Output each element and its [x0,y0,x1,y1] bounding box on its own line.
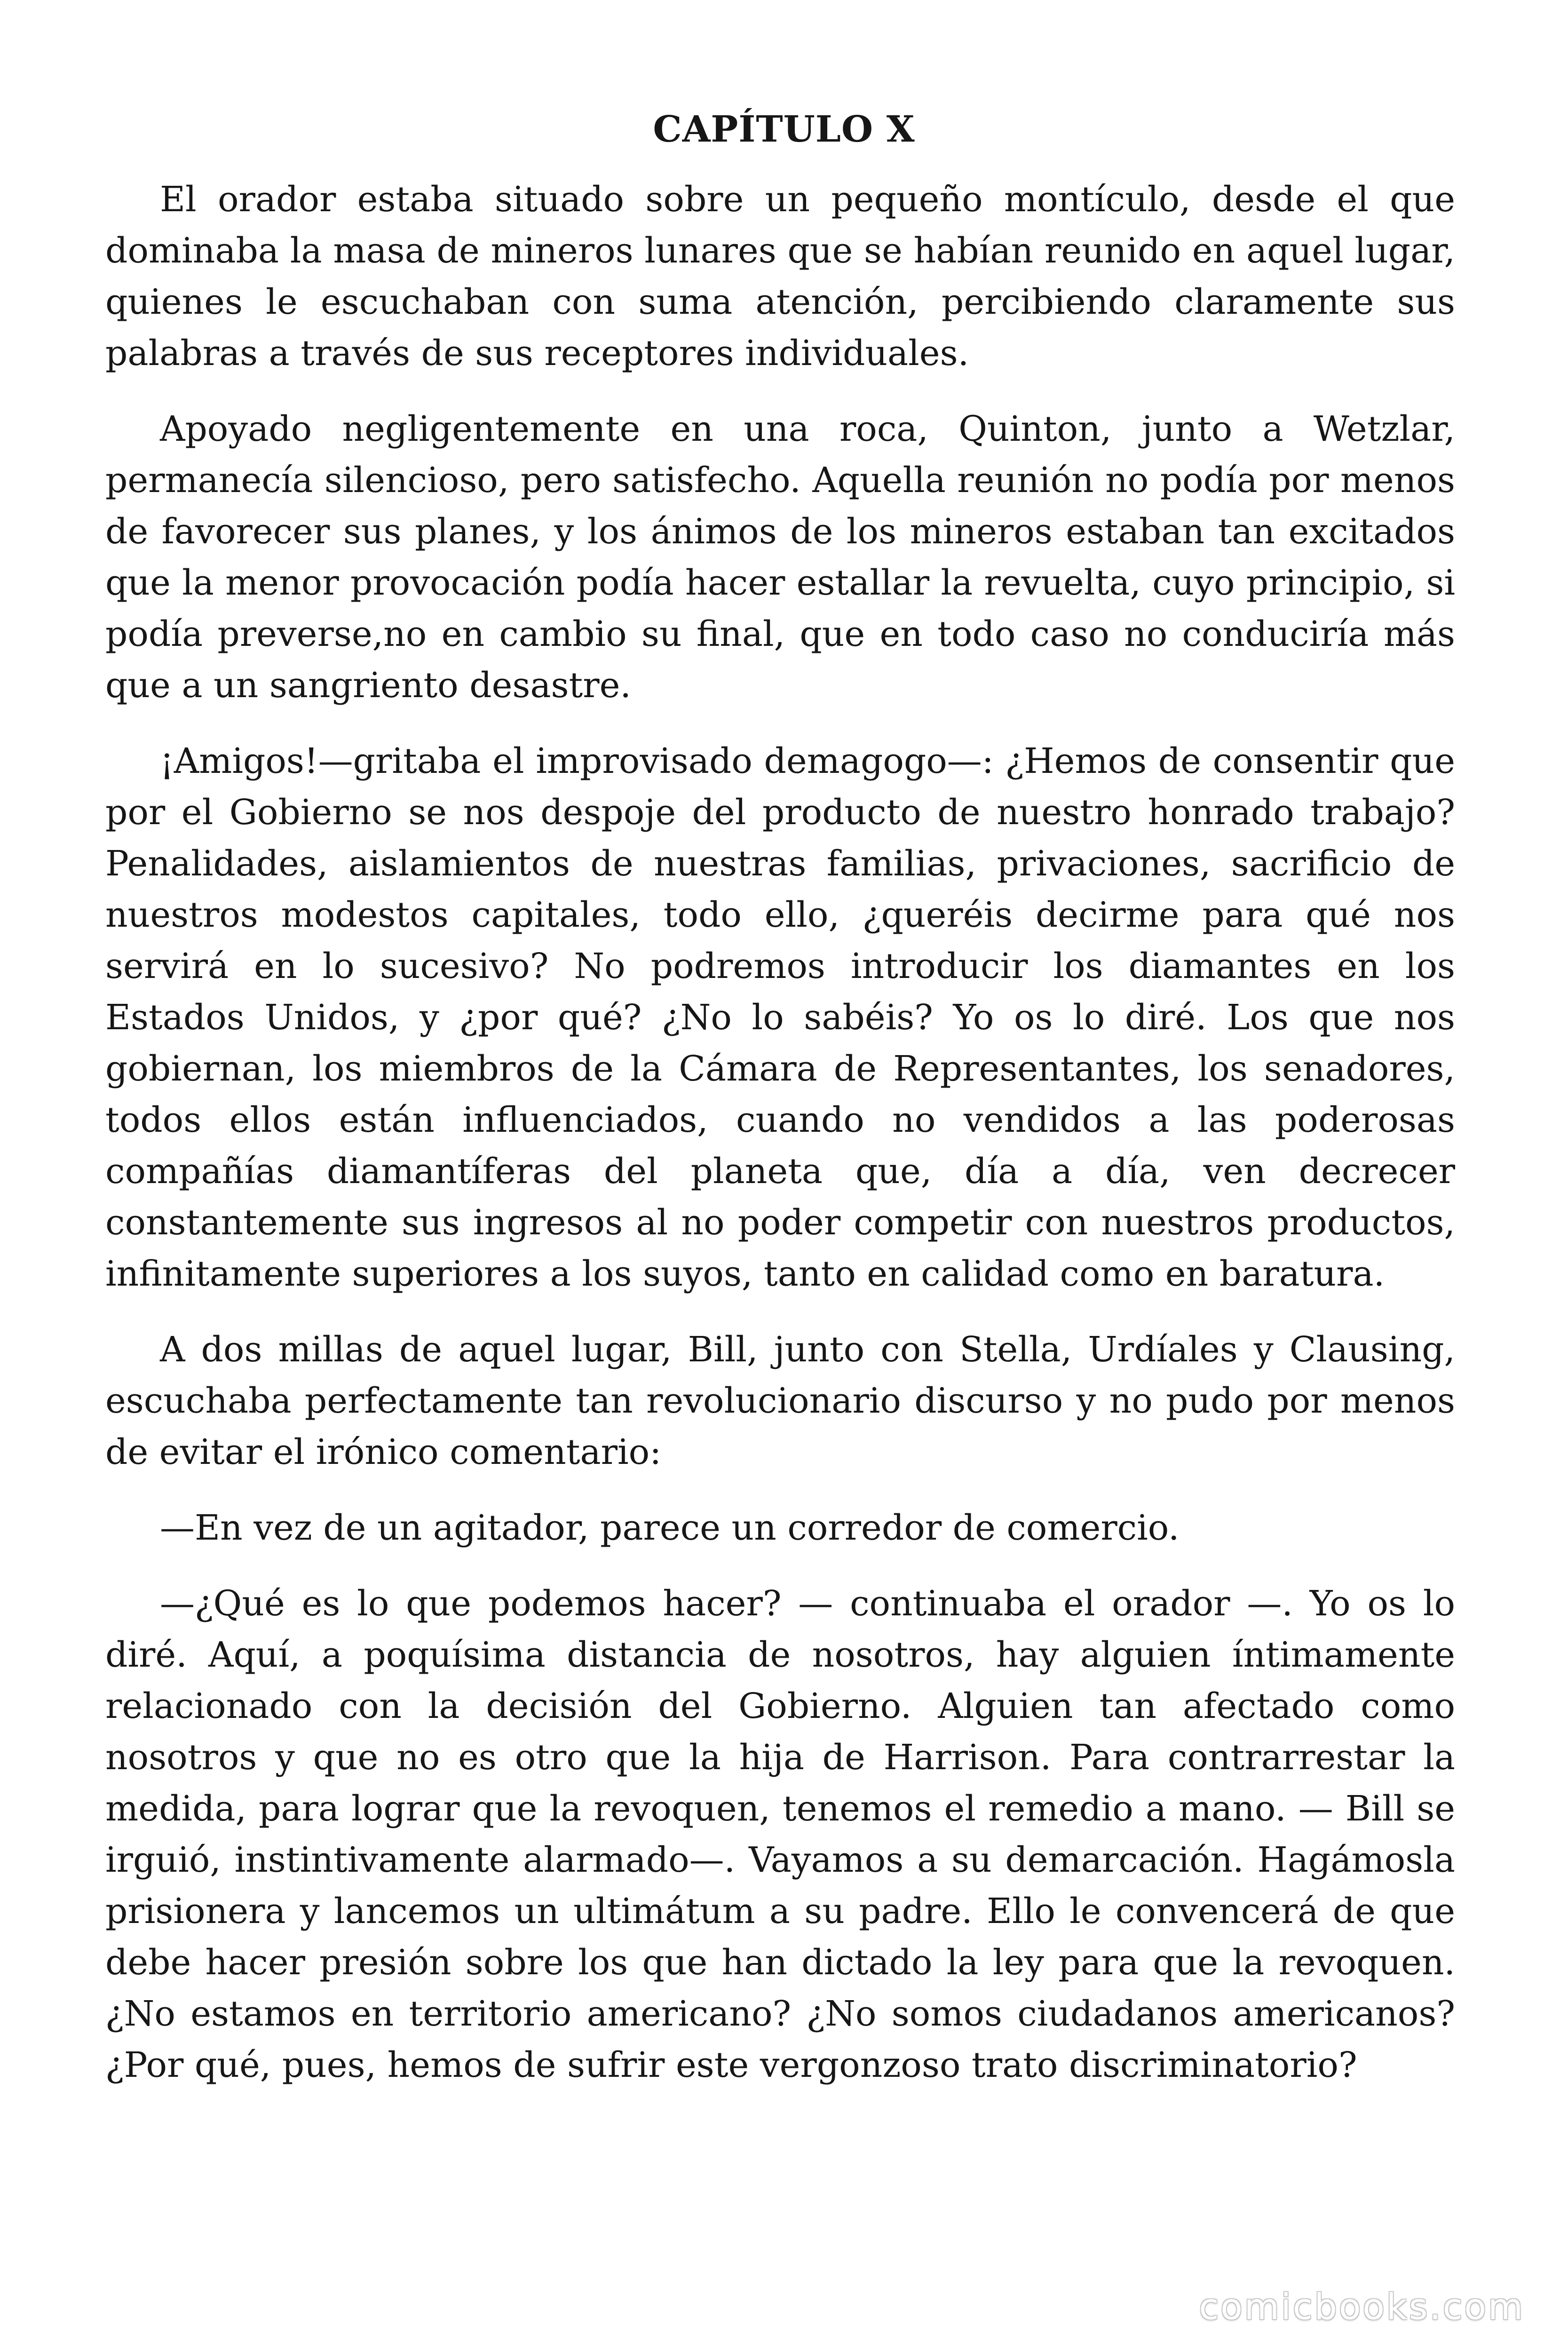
watermark-logo: comicbooks.com [1199,2286,1525,2328]
paragraph-quinton-wetzlar: Apoyado negligentemente en una roca, Quinton, junto a Wetzlar, permanecía silencioso, pero satisfecho. Aquella reunión no podía por menos de favorecer sus planes, y los ánimos de los mineros estaban tan excitados que la menor provocación podía hacer estallar la revuelta, cuyo principio, si podía preverse,no en cambio su final, que en todo caso no conduciría más que a un sangriento desastre. [105,409,1455,706]
paragraph-demagogue-speech: ¡Amigos!—gritaba el improvisado demagogo—: ¿Hemos de consentir que por el Gobierno se nos despoje del producto de nuestro honrado trabajo? Penalidades, aislamientos de nuestras familias, privaciones, sacrificio de nuestros modestos capitales, todo ello, ¿queréis decirme para qué nos servirá en lo sucesivo? No podremos introducir los diamantes en los Estados Unidos, y ¿por qué? ¿No lo sabéis? Yo os lo diré. Los que nos gobiernan, los miembros de la Cámara de Representantes, los senadores, todos ellos están influenciados, cuando no vendidos a las poderosas compañías diamantíferas del planeta que, día a día, ven decrecer constantemente sus ingresos al no poder competir con nuestros productos, infinitamente superiores a los suyos, tanto en calidad como en baratura. [105,741,1455,1294]
chapter-body [105,174,1455,2115]
paragraph-orator-intro: El orador estaba situado sobre un pequeño montículo, desde el que dominaba la masa de mineros lunares que se habían reunido en aquel lugar, quienes le escuchaban con suma atención, percibiendo claramente sus palabras a través de sus receptores individuales. [105,179,1455,373]
paragraph-bill-listening: A dos millas de aquel lugar, Bill, junto con Stella, Urdíales y Clausing, escuchaba perfectamente tan revolucionario discurso y no pudo por menos de evitar el irónico comentario: [105,1329,1455,1472]
paragraph-bill-comment: —En vez de un agitador, parece un corredor de comercio. [160,1508,1180,1548]
chapter-title: CAPÍTULO X [653,108,915,151]
paragraph-orator-continues: —¿Qué es lo que podemos hacer? — continuaba el orador —. Yo os lo diré. Aquí, a poquísima distancia de nosotros, hay alguien íntimamente relacionado con la decisión del Gobierno. Alguien tan afectado como nosotros y que no es otro que la hija de Harrison. Para contrarrestar la medida, para lograr que la revoquen, tenemos el remedio a mano. — Bill se irguió, instintivamente alarmado—. Vayamos a su demarcación. Hagámosla prisionera y lancemos un ultimátum a su padre. Ello le convencerá de que debe hacer presión sobre los que han dictado la ley para que la revoquen. ¿No estamos en territorio americano? ¿No somos ciudadanos americanos? ¿Por qué, pues, hemos de sufrir este vergonzoso trato discriminatorio? [105,1583,1455,2085]
